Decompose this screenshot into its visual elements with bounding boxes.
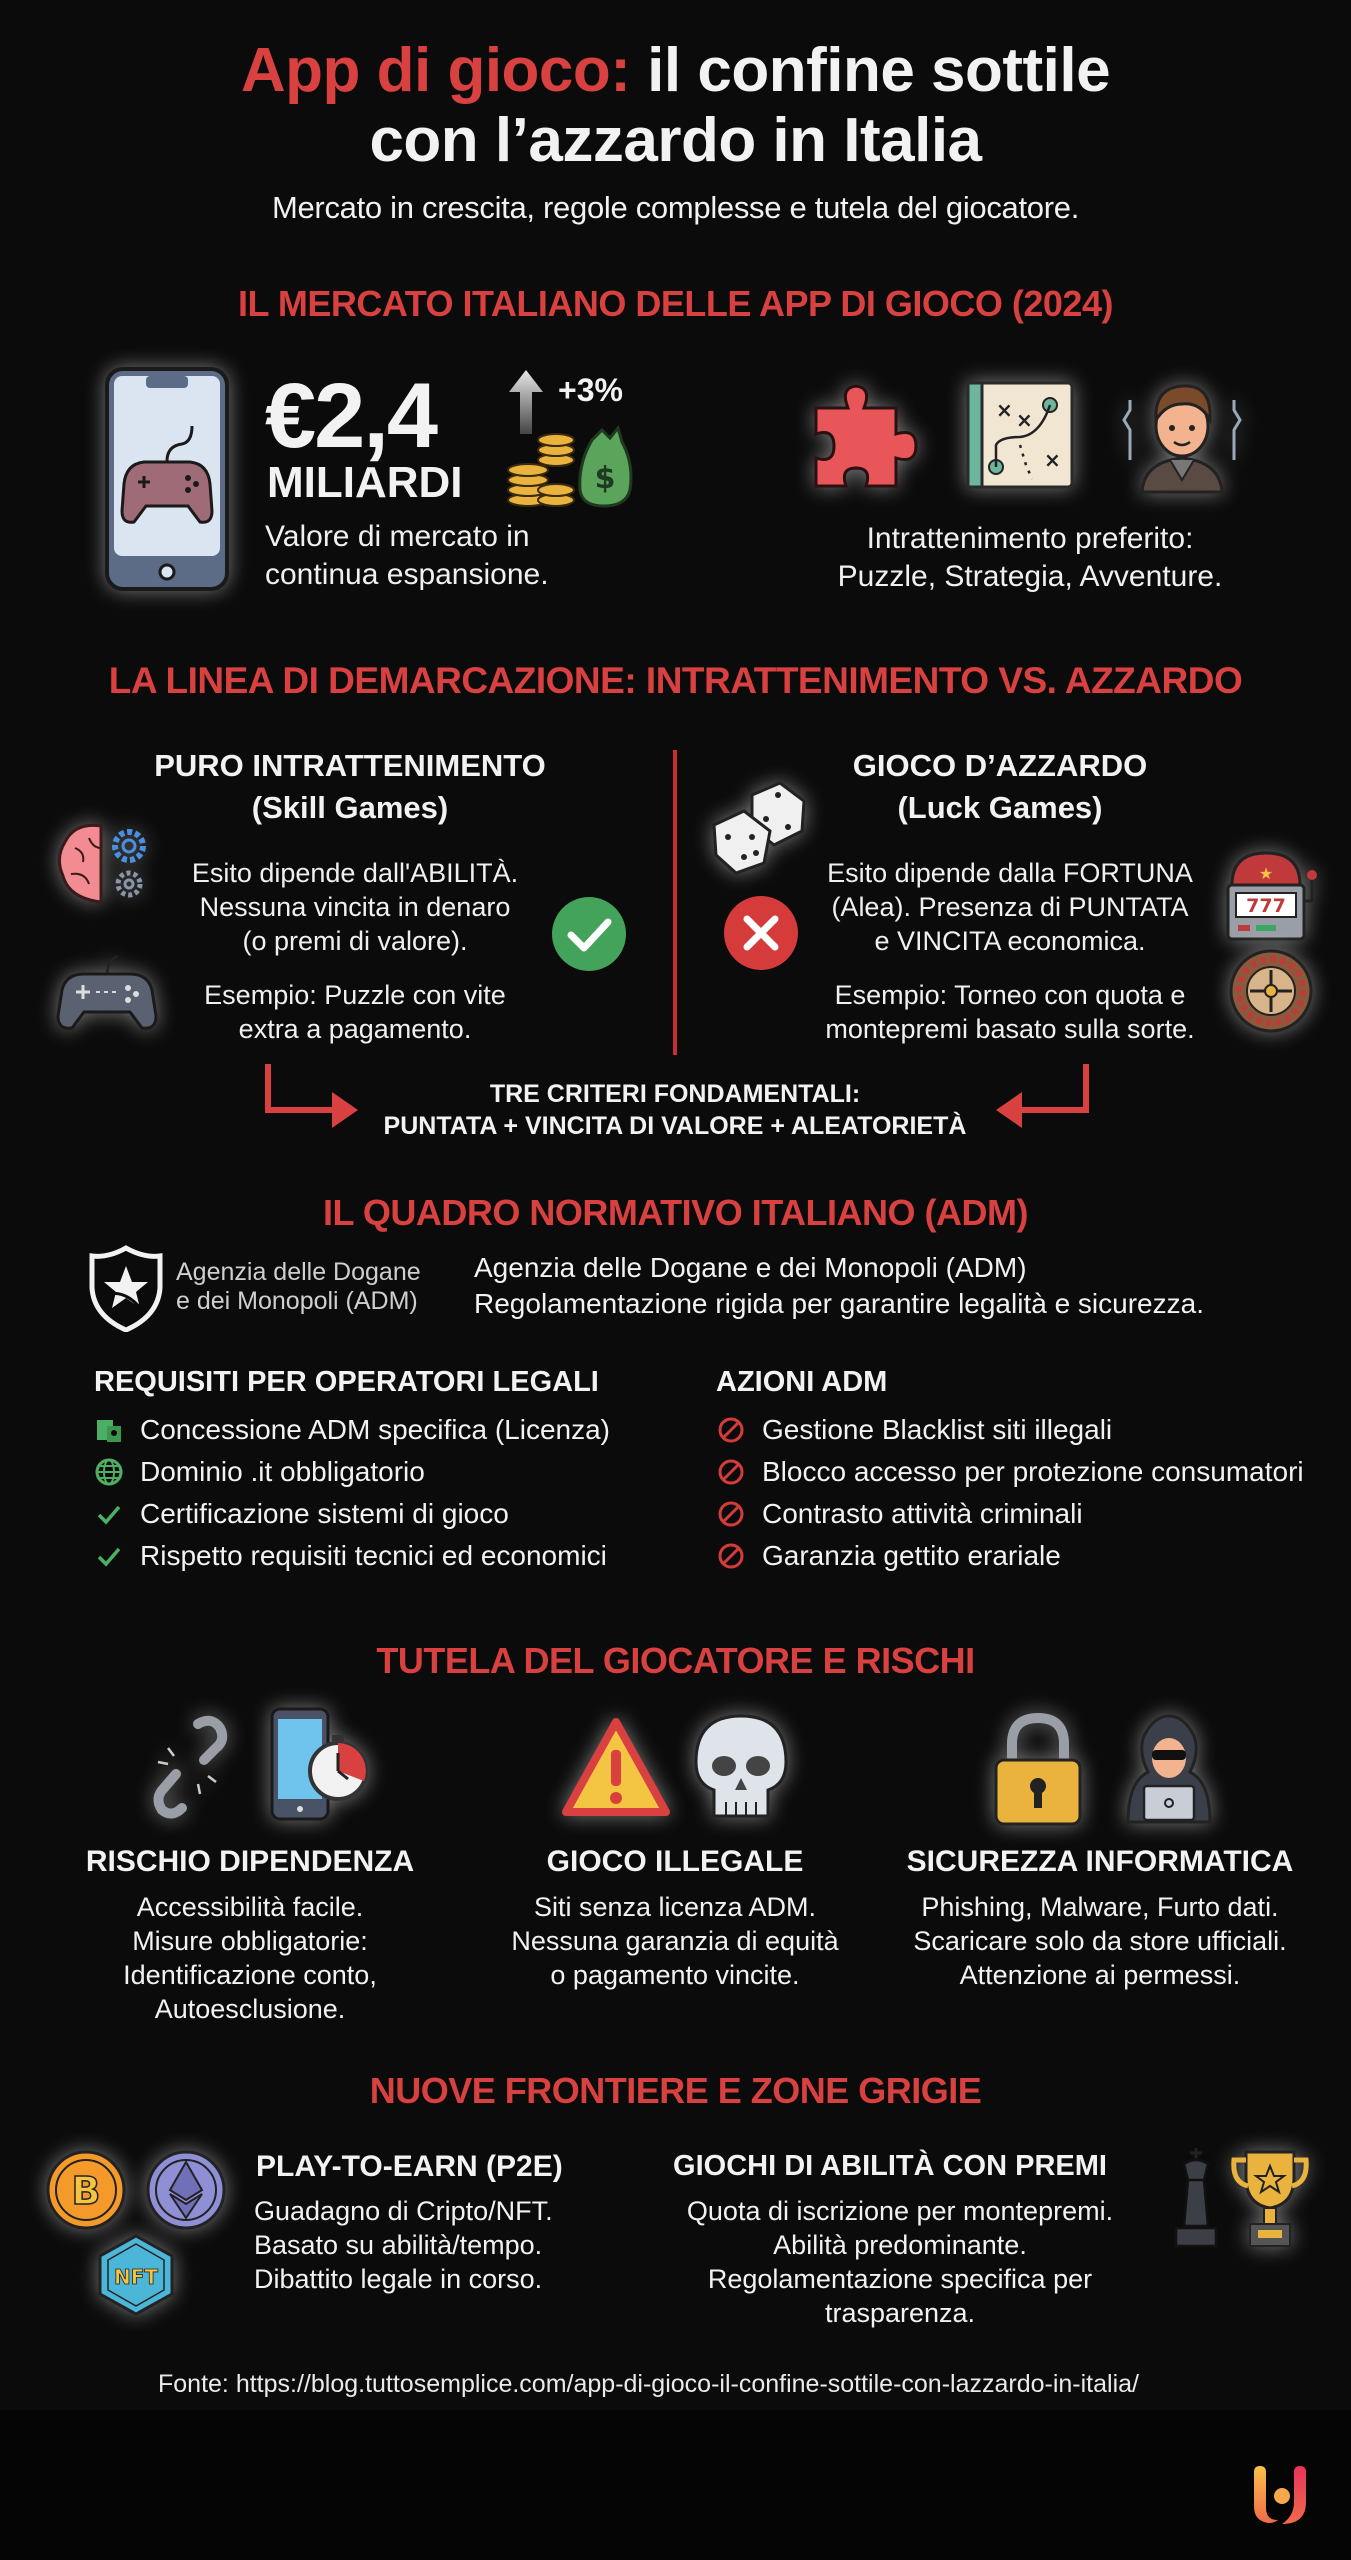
market-unit: MILIARDI: [267, 458, 463, 507]
source-citation: Fonte: https://blog.tuttosemplice.com/app-di-gioco-il-confine-sottile-con-lazzardo-in-italia/: [158, 2370, 1139, 2398]
svg-text:777: 777: [1246, 895, 1286, 917]
requirement-item: Certificazione sistemi di gioco: [94, 1493, 610, 1535]
fundamental-criteria: TRE CRITERI FONDAMENTALI: PUNTATA + VINCITA DI VALORE + ALEATORIETÀ: [383, 1080, 967, 1140]
requirements-panel: [94, 1366, 610, 1577]
cyber-security-title: SICUREZZA INFORMATICA: [906, 1845, 1294, 1878]
ethereum-icon: [144, 2148, 228, 2232]
skull-icon: [690, 1712, 792, 1824]
illegal-gambling-title: GIOCO ILLEGALE: [546, 1845, 804, 1878]
p2e-title: PLAY-TO-EARN (P2E): [256, 2150, 563, 2183]
illegal-gambling-text: Siti senza licenza ADM. Nessuna garanzia di equità o pagamento vincite.: [511, 1892, 839, 1990]
bitcoin-icon: [44, 2148, 128, 2232]
adm-description: Agenzia delle Dogane e dei Monopoli (ADM) Regolamentazione rigida per garantire legalità e sicurezza.: [474, 1252, 1204, 1319]
action-item: Contrasto attività criminali: [716, 1493, 1304, 1535]
luck-games-example: Esempio: Torneo con quota e montepremi basato sulla sorte.: [825, 980, 1195, 1044]
svg-text:★: ★: [1258, 864, 1274, 883]
check-icon: [94, 1541, 124, 1571]
warning-triangle-icon: [560, 1716, 672, 1820]
market-heading: IL MERCATO ITALIANO DELLE APP DI GIOCO (2024): [238, 283, 1113, 324]
broken-chain-icon: [128, 1712, 248, 1822]
action-item: Gestione Blacklist siti illegali: [716, 1409, 1304, 1451]
gamepad-icon: [52, 946, 162, 1034]
x-circle-icon: [723, 895, 799, 971]
growth-percent: +3%: [558, 372, 623, 408]
globe-icon: [94, 1457, 124, 1487]
svg-text:×: ×: [1016, 408, 1033, 432]
prohibited-icon: [716, 1541, 746, 1571]
coins-moneybag-icon: [506, 420, 634, 508]
hacker-icon: [1118, 1712, 1220, 1826]
market-value: €2,4: [265, 365, 437, 467]
requirement-item: Rispetto requisiti tecnici ed economici: [94, 1535, 610, 1577]
luck-games-title: GIOCO D’AZZARDO (Luck Games): [852, 748, 1148, 825]
prohibited-icon: [716, 1457, 746, 1487]
smartphone-gamepad-icon: [104, 366, 230, 592]
adventurer-icon: [1120, 370, 1244, 496]
luck-games-desc: Esito dipende dalla FORTUNA (Alea). Presenza di PUNTATA e VINCITA economica.: [827, 858, 1193, 956]
page-title: [0, 36, 1351, 176]
dice-icon: [708, 775, 808, 875]
frontiers-heading: NUOVE FRONTIERE E ZONE GRIGIE: [369, 2070, 982, 2111]
page-subtitle: Mercato in crescita, regole complesse e tutela del giocatore.: [271, 190, 1080, 225]
requirement-item: Concessione ADM specifica (Licenza): [94, 1409, 610, 1451]
svg-text:$: $: [594, 461, 616, 496]
skill-games-title: PURO INTRATTENIMENTO (Skill Games): [154, 748, 546, 825]
market-value-desc: Valore di mercato in continua espansione.: [265, 520, 549, 591]
skill-games-desc: Esito dipende dall'ABILITÀ. Nessuna vincita in denaro (o premi di valore).: [191, 858, 519, 956]
skill-prizes-text: Quota di iscrizione per montepremi. Abilità predominante. Regolamentazione specifica per trasparenza.: [686, 2196, 1114, 2328]
puzzle-icon: [806, 378, 918, 490]
svg-text:NFT: NFT: [113, 2265, 159, 2289]
cyber-security-text: Phishing, Malware, Furto dati. Scaricare solo da store ufficiali. Attenzione ai permessi.: [913, 1892, 1287, 1990]
check-icon: [94, 1499, 124, 1529]
svg-text:B: B: [71, 2169, 101, 2213]
padlock-icon: [990, 1710, 1086, 1828]
title-line2: con l’azzardo in Italia: [369, 106, 982, 175]
skill-prizes-title: GIOCHI DI ABILITÀ CON PREMI: [673, 2150, 1107, 2182]
requirements-title: REQUISITI PER OPERATORI LEGALI: [94, 1366, 599, 1398]
adm-shield-logo: [88, 1244, 164, 1332]
nft-badge-icon: [96, 2232, 176, 2318]
title-rest: il confine sottile: [647, 36, 1111, 105]
check-circle-icon: [551, 896, 627, 972]
svg-text:×: ×: [996, 398, 1013, 422]
strategy-map-icon: [960, 375, 1078, 493]
license-icon: [94, 1415, 124, 1445]
chess-king-icon: [1170, 2146, 1222, 2250]
skill-games-example: Esempio: Puzzle con vite extra a pagamento.: [204, 980, 506, 1044]
title-accent: App di gioco:: [240, 36, 631, 105]
adm-actions-title: AZIONI ADM: [716, 1366, 888, 1398]
p2e-text: Guadagno di Cripto/NFT. Basato su abilità/tempo. Dibattito legale in corso.: [254, 2196, 553, 2294]
regulation-heading: IL QUADRO NORMATIVO ITALIANO (ADM): [323, 1192, 1028, 1233]
addiction-risk-text: Accessibilità facile. Misure obbligatorie: Identificazione conto, Autoesclusione.: [123, 1892, 377, 2024]
brain-gears-icon: [55, 818, 155, 908]
roulette-icon: [1228, 948, 1314, 1034]
action-item: Garanzia gettito erariale: [716, 1535, 1304, 1577]
adm-actions-panel: [716, 1366, 1304, 1577]
preferred-genres: Intrattenimento preferito: Puzzle, Strategia, Avventure.: [837, 522, 1223, 593]
prohibited-icon: [716, 1499, 746, 1529]
addiction-risk-title: RISCHIO DIPENDENZA: [85, 1845, 415, 1878]
svg-text:×: ×: [1044, 448, 1061, 472]
protection-heading: TUTELA DEL GIOCATORE E RISCHI: [376, 1640, 975, 1681]
brand-logo: [1250, 2462, 1310, 2528]
slot-machine-icon: [1222, 845, 1318, 943]
action-item: Blocco accesso per protezione consumatori: [716, 1451, 1304, 1493]
demarcation-heading: LA LINEA DI DEMARCAZIONE: INTRATTENIMENTO VS. AZZARDO: [108, 660, 1243, 701]
prohibited-icon: [716, 1415, 746, 1445]
requirement-item: Dominio .it obbligatorio: [94, 1451, 610, 1493]
center-divider: [673, 750, 677, 1055]
phone-timer-icon: [268, 1705, 374, 1823]
adm-logo-text: Agenzia delle Dogane e dei Monopoli (ADM): [176, 1258, 421, 1315]
trophy-icon: [1228, 2144, 1312, 2250]
